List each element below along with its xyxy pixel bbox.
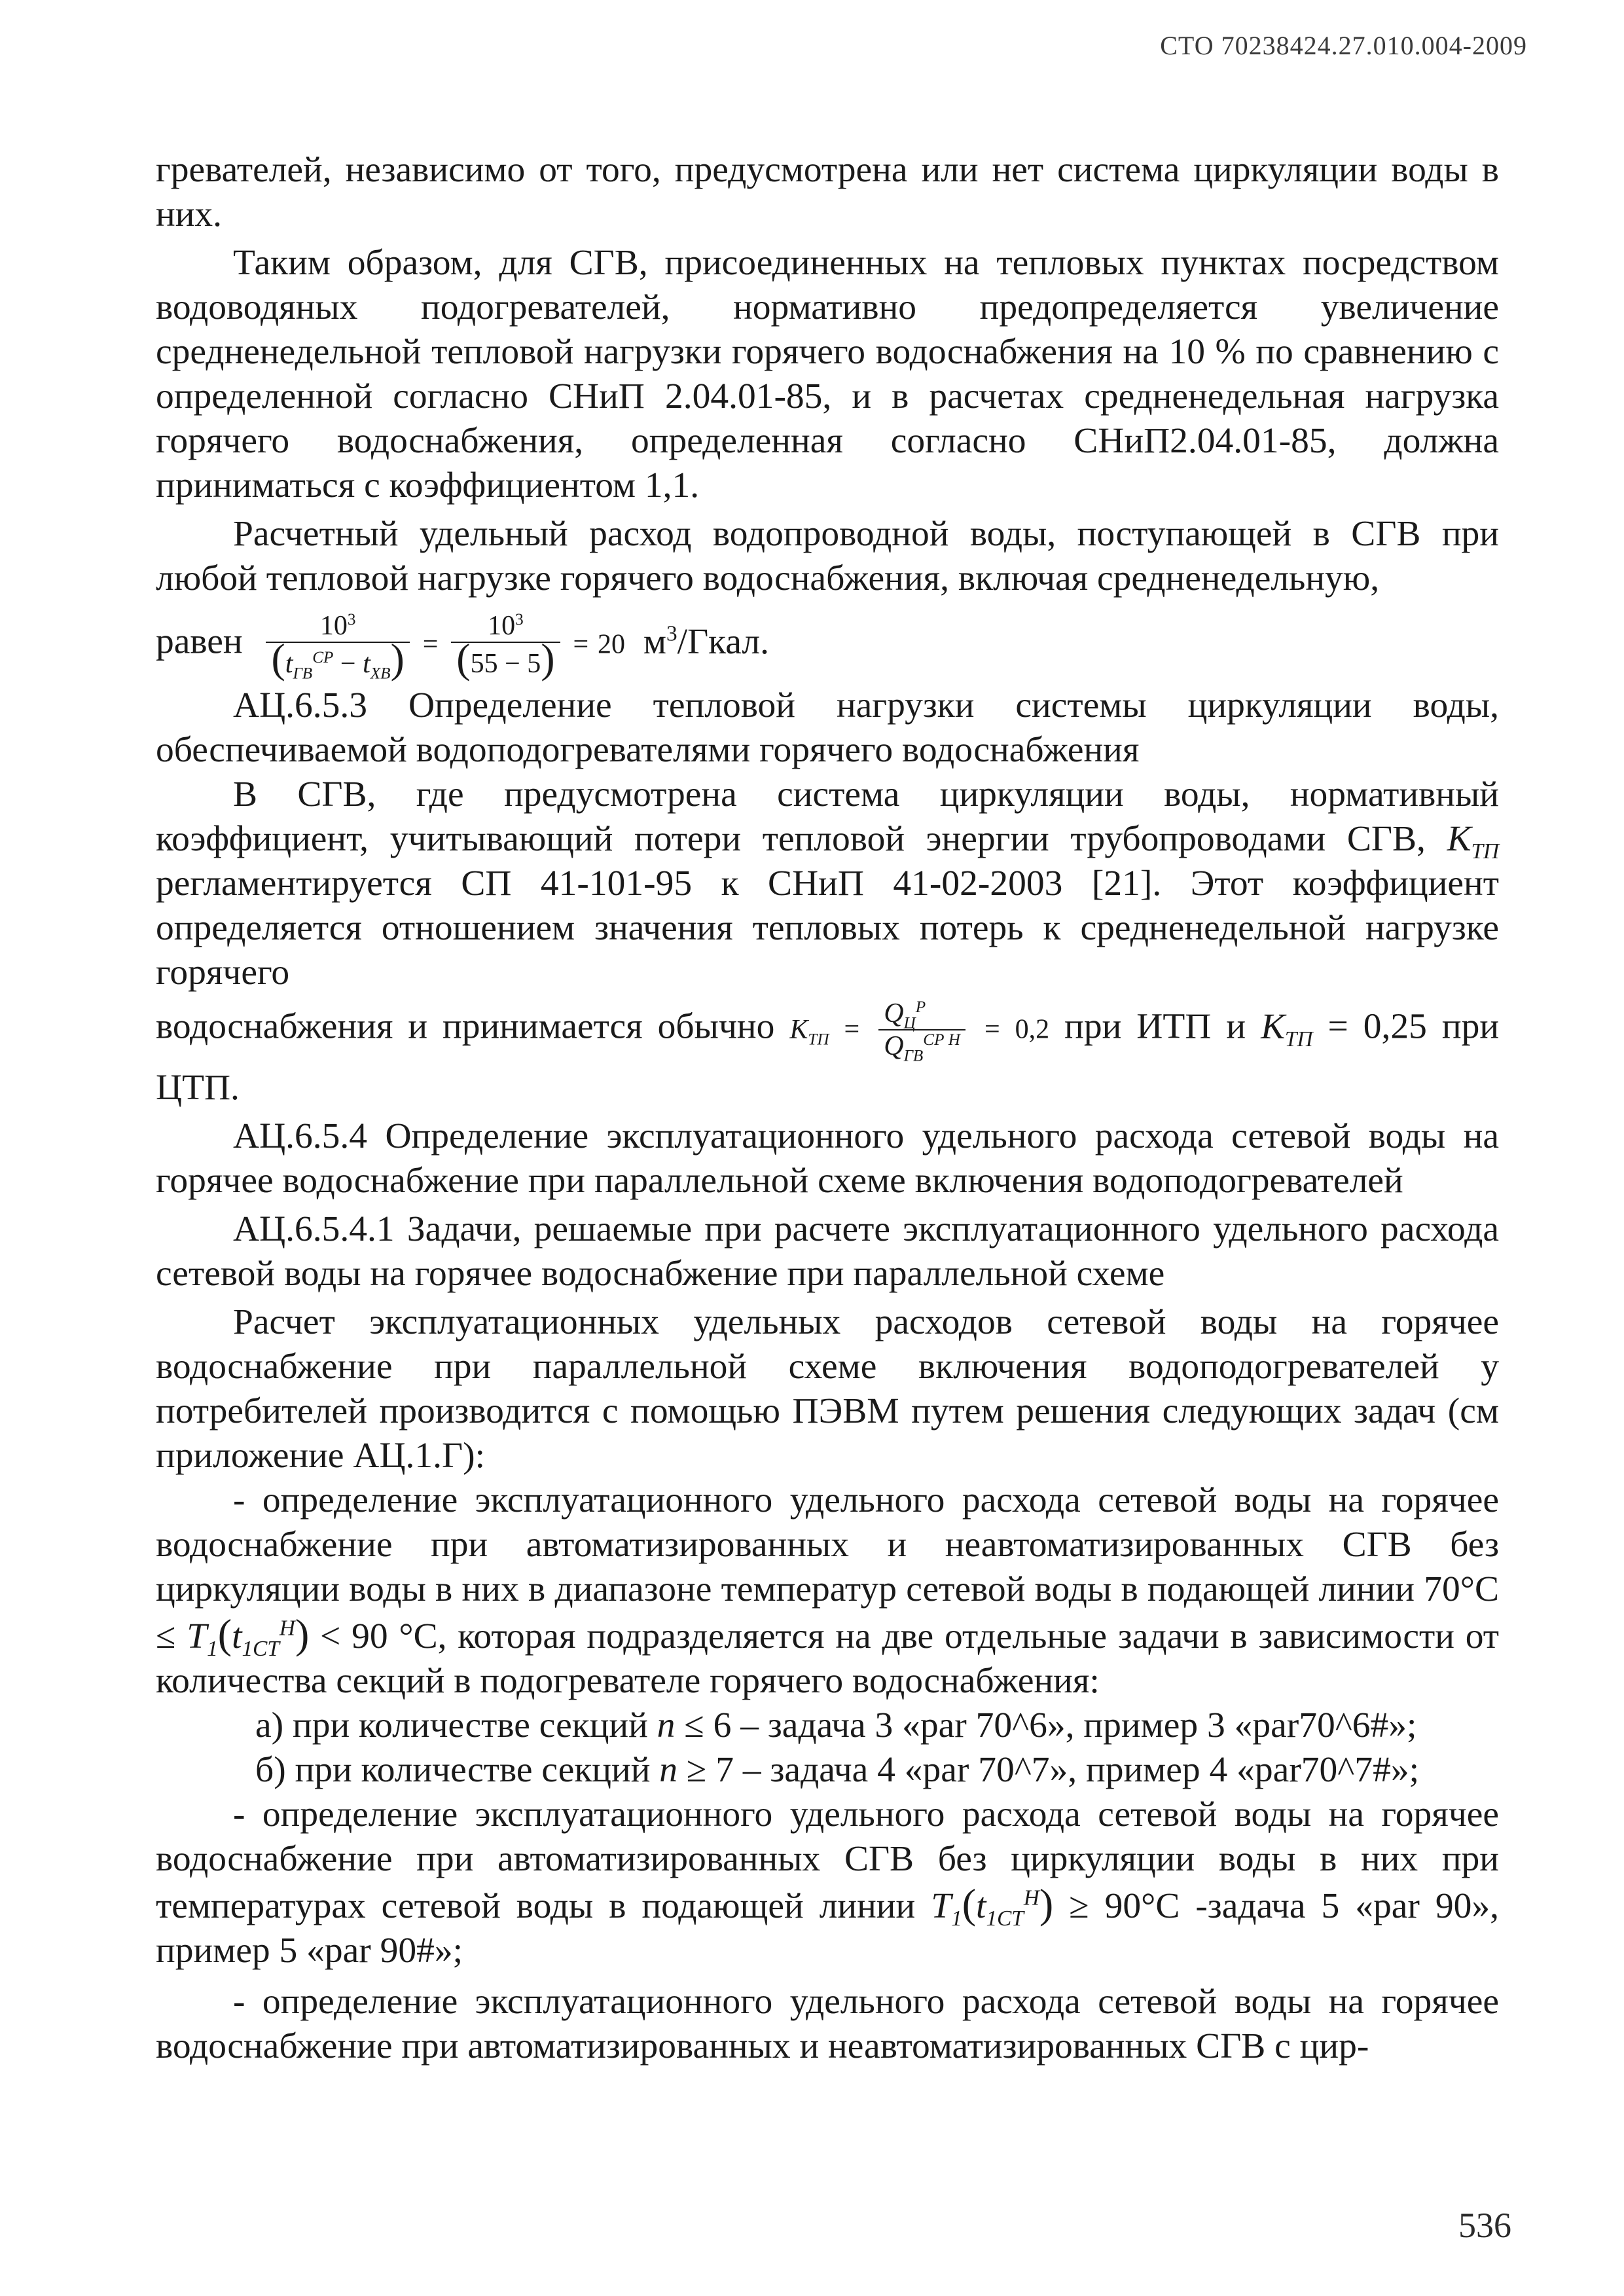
temperature-function: $T_1(t_{1СТ}^Н)$ bbox=[931, 1880, 1054, 1931]
coefficient-symbol: $К_{ТП}$ bbox=[1261, 1006, 1313, 1051]
page-body bbox=[156, 148, 1499, 2069]
fraction-heat-loss-ratio bbox=[878, 998, 965, 1065]
paragraph-end: ЦТП. bbox=[156, 1068, 240, 1108]
equals-sign: = bbox=[573, 629, 589, 660]
temperature-function: $T_1(t_{1СТ}^Н)$ bbox=[187, 1611, 310, 1662]
document-code: СТО 70238424.27.010.004-2009 bbox=[1160, 31, 1527, 60]
section-heading-6-5-4-1: АЦ.6.5.4.1 Задачи, решаемые при расчете эксплуатационного удельного расхода сетевой воды на горячее водоснабжение при параллельной схеме bbox=[156, 1209, 1499, 1294]
fraction-denominator: $(t_{ГВ}^{СР} - t_{ХВ})$ bbox=[266, 642, 409, 680]
fraction-numeric bbox=[451, 610, 560, 680]
fraction-numerator: $Q_Ц^Р$ bbox=[884, 998, 926, 1032]
fraction-numerator: $10^3$ bbox=[319, 611, 356, 641]
formula-prefix: равен bbox=[156, 621, 243, 662]
section-heading-6-5-4: АЦ.6.5.4 Определение эксплуатационного удельного расхода сетевой воды на горячее водоснабжение при параллельной схеме включения водоподогревателей bbox=[156, 1116, 1499, 1201]
fraction-numerator: $10^3$ bbox=[488, 611, 524, 641]
page-number: 536 bbox=[1458, 2206, 1511, 2245]
paragraph-continuation: гревателей, независимо от того, предусмотрена или нет система циркуляции воды в них. bbox=[156, 150, 1499, 234]
coefficient-symbol: $К_{ТП}$ bbox=[1447, 819, 1500, 864]
coefficient-symbol: $K_{ТП}$ bbox=[789, 1014, 829, 1049]
formula-result: 20 bbox=[598, 629, 626, 660]
equals-sign: = bbox=[422, 629, 439, 660]
list-item-task-2: - определение эксплуатационного удельного расхода сетевой воды на горячее водоснабжение при автоматизированных СГВ без циркуляции воды в них при температурах сетевой воды в подающей линии $T_1(t_{1СТ}^Н) \ge 90^\circ С$ -задача 5 «par 90», пример 5 «par 90#»; bbox=[156, 1795, 1500, 1971]
flow-formula-line bbox=[156, 601, 1499, 683]
list-item-task-1: - определение эксплуатационного удельного расхода сетевой воды на горячее водоснабжение при автоматизированных и неавтоматизированных СГВ без циркуляции воды в них в диапазоне температур сетевой воды в подающей линии $70^\circ С \le T_1(t_{1СТ}^Н) < 90$ °С, которая подразделяется на две отдельные задачи в зависимости от количества секций в подогревателе горячего водоснабжения: bbox=[156, 1480, 1500, 1701]
unit-label: $м^3$/Гкал. bbox=[643, 621, 769, 662]
fraction-denominator: $Q_{ГВ}^{СР Н}$ bbox=[878, 1029, 965, 1062]
coefficient-formula-line: водоснабжения и принимается обычно $K_{ТП}$ = $\frac{Q_Ц^Р}{Q_{ГВ}^{СР Н}}$ = 0,2 при ИТП и $К_{ТП} = 0,25$ при bbox=[156, 998, 1500, 1065]
paragraph-loss-coefficient: В СГВ, где предусмотрена система циркуляции воды, нормативный коэффициент, учитывающий потери тепловой энергии трубопроводами СГВ, $К_{ТП}$ регламентируется СП 41-101-95 к СНиП 41-02-2003 [21]. Этот коэффициент определяется отношением значения тепловых потерь к средненедельной нагрузке горячего bbox=[156, 774, 1500, 993]
list-subitem-b: б) при количестве секций n ≥ 7 – задача 4 «par 70^7», пример 4 «par70^7#»; bbox=[255, 1750, 1420, 1790]
list-item-task-3: - определение эксплуатационного удельного расхода сетевой воды на горячее водоснабжение при автоматизированных и неавтоматизированных СГВ с цир- bbox=[156, 1982, 1499, 2066]
coefficient-value: 0,2 bbox=[1015, 1014, 1050, 1045]
paragraph-water-flow: Расчетный удельный расход водопроводной воды, поступающей в СГВ при любой тепловой нагрузке горячего водоснабжения, включая средненедельную, bbox=[156, 514, 1499, 598]
paragraph-load-increase: Таким образом, для СГВ, присоединенных на тепловых пунктах посредством водоводяных подогревателей, нормативно предопределяется увеличение средненедельной тепловой нагрузки горячего водоснабжения на 10 % по сравнению с определенной согласно СНиП 2.04.01-85, и в расчетах средненедельная нагрузка горячего водоснабжения, определенная согласно СНиП2.04.01-85, должна приниматься с коэффициентом 1,1. bbox=[156, 243, 1499, 505]
list-subitem-a: а) при количестве секций n ≤ 6 – задача 3 «par 70^6», пример 3 «par70^6#»; bbox=[255, 1705, 1417, 1745]
paragraph-calculation-tasks: Расчет эксплуатационных удельных расходов сетевой воды на горячее водоснабжение при параллельной схеме включения водоподогревателей у потребителей производится с помощью ПЭВМ путем решения следующих задач (см приложение АЦ.1.Г): bbox=[156, 1302, 1499, 1476]
section-heading-6-5-3: АЦ.6.5.3 Определение тепловой нагрузки системы циркуляции воды, обеспечиваемой водоподогревателями горячего водоснабжения bbox=[156, 685, 1499, 770]
fraction-temperature-difference bbox=[266, 610, 409, 683]
fraction-denominator: (55 − 5) bbox=[451, 642, 560, 680]
